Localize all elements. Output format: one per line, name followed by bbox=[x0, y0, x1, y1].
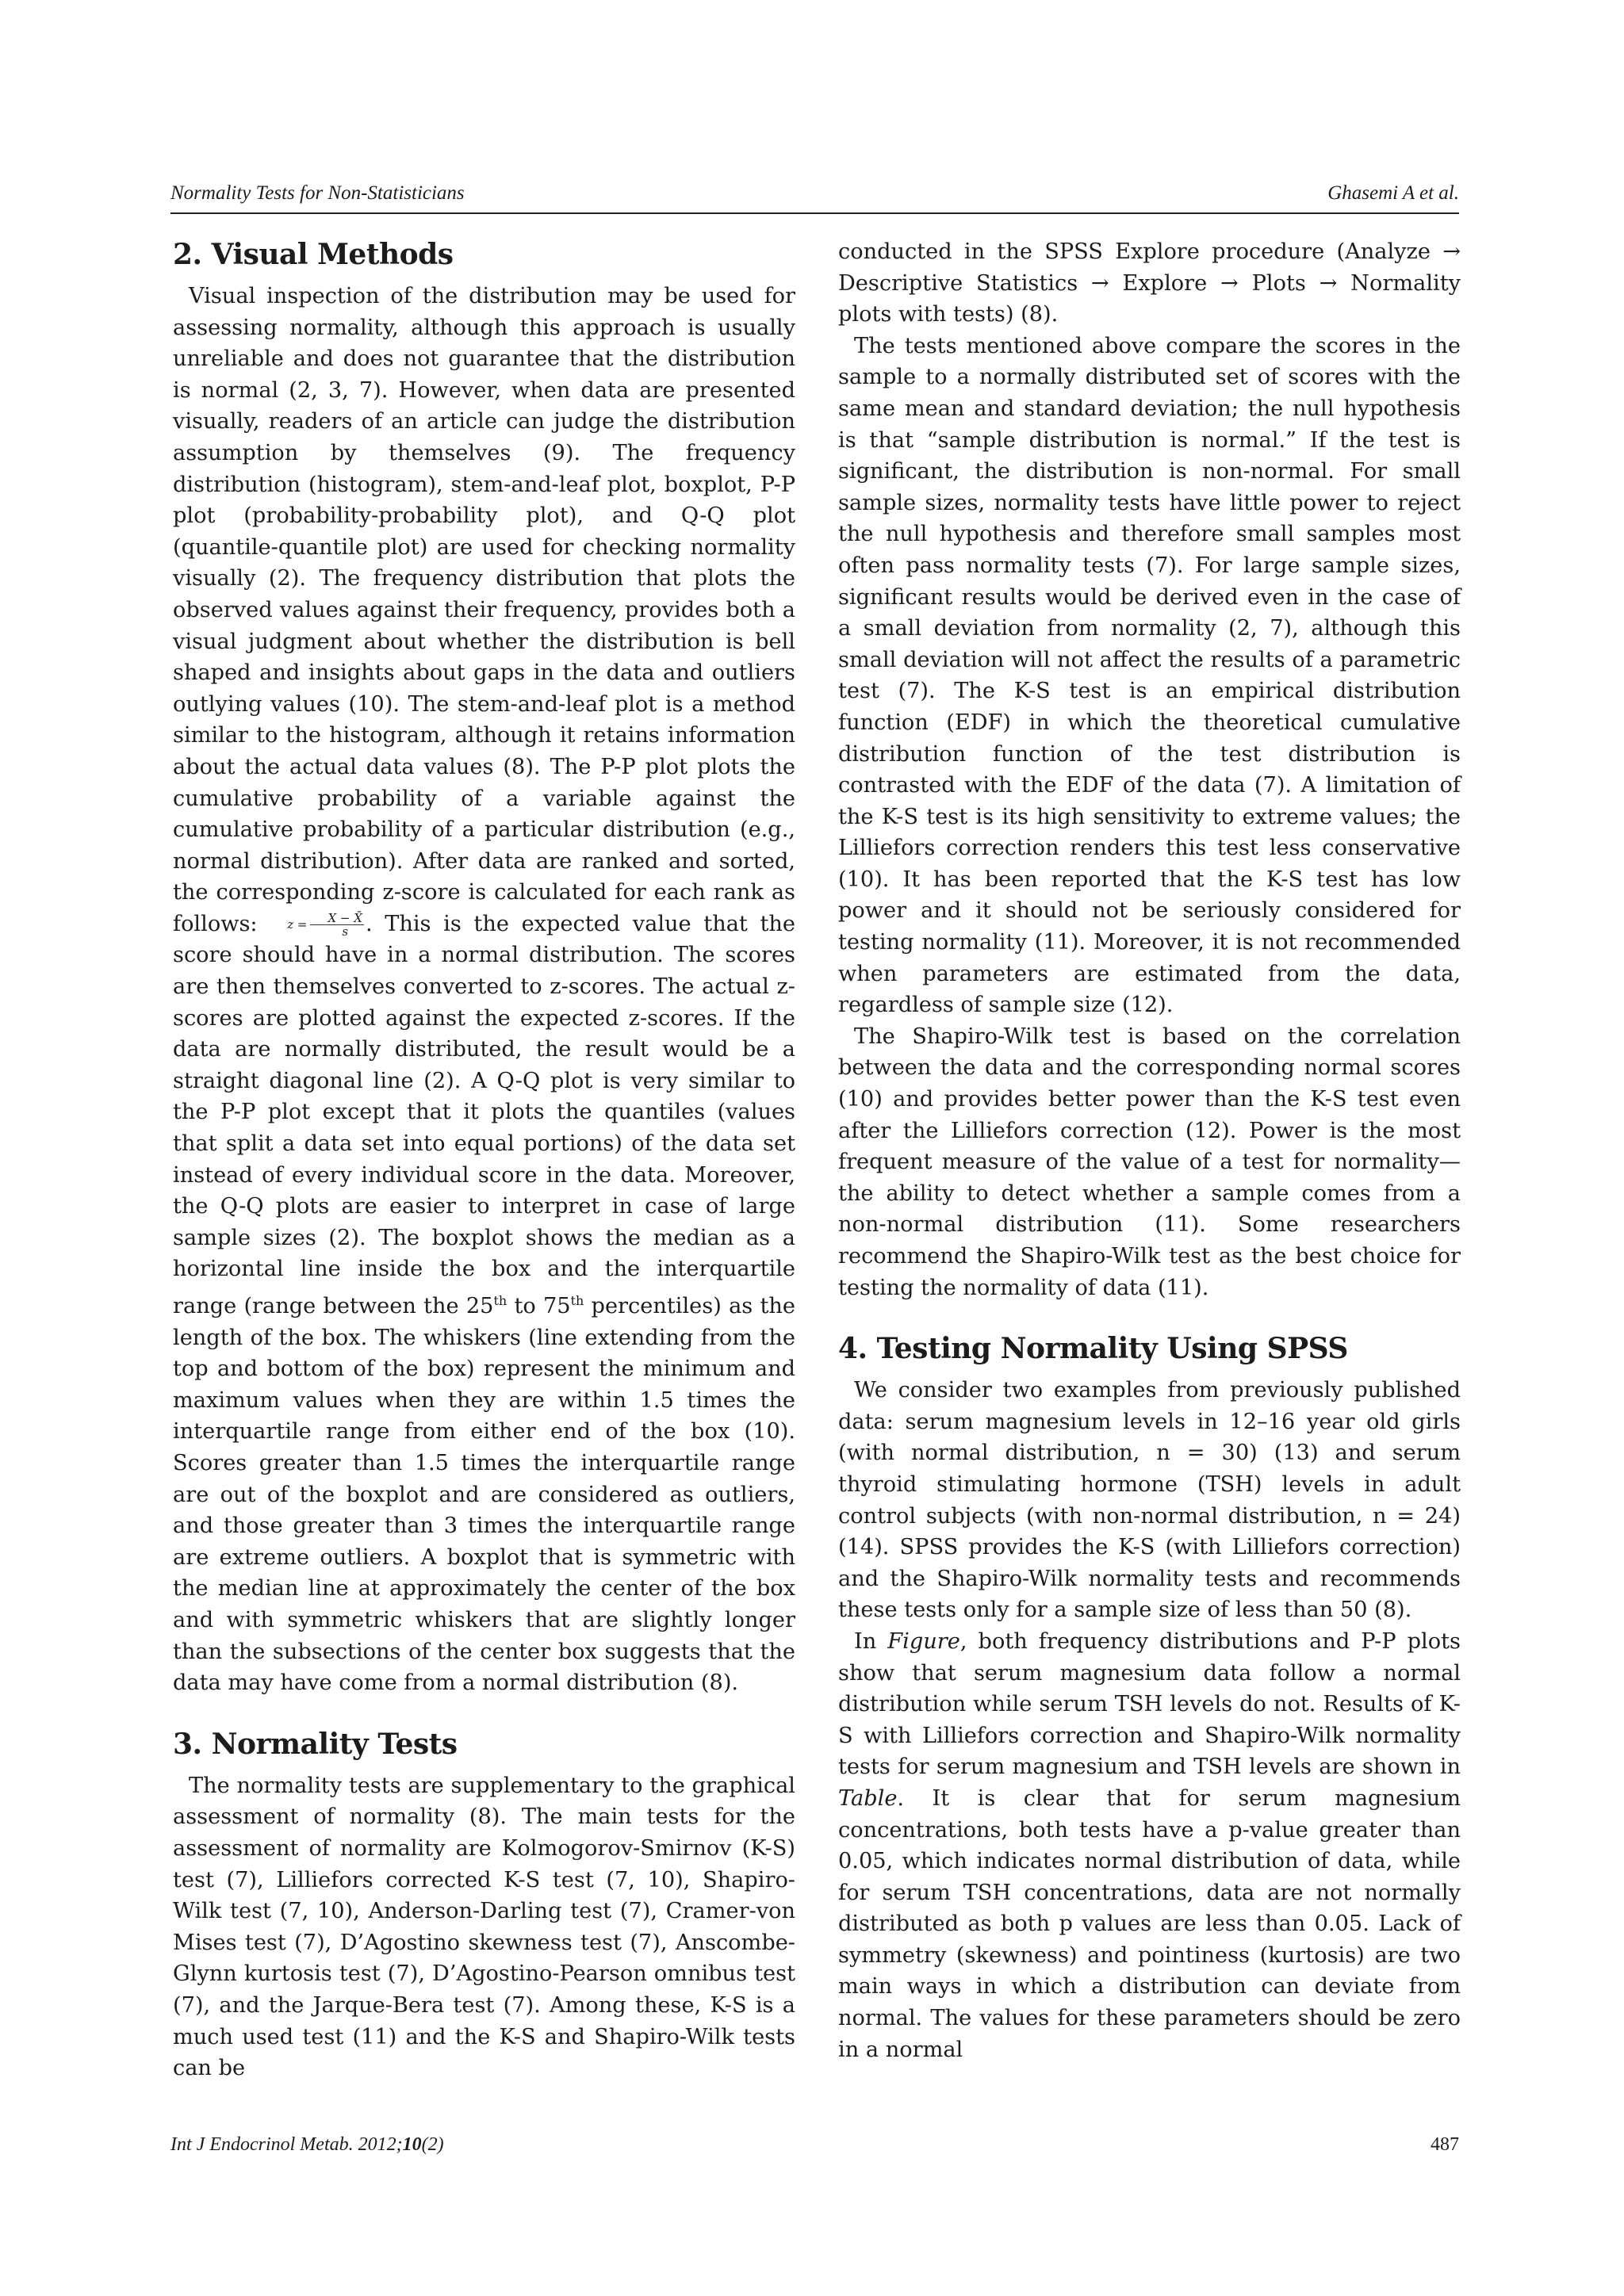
formula-lhs: z = bbox=[287, 917, 308, 932]
left-column bbox=[173, 236, 795, 2084]
figure-reference: Figure bbox=[887, 1628, 960, 1654]
header-authors: Ghasemi A et al. bbox=[1327, 182, 1459, 204]
journal-volume: 10 bbox=[402, 2134, 422, 2155]
section-3-paragraph-1-continued: conducted in the SPSS Explore procedure (Analyze → Descriptive Statistics → Explore → Plots → Normality plots with tests) (8). bbox=[838, 239, 1461, 327]
text-run: Visual inspection of the distribution may be used for assessing normality, although this approach is usually unreliable and does not guarantee that the distribution is normal (2, 3, 7). However, when data are presented visually, readers of an article can judge the distribution assumption by themselves (9). The frequency distribution (histogram), stem-and-leaf plot, boxplot, P-P plot (probability-probability plot), and Q-Q plot (quantile-quantile plot) are used for checking normality visually (2). The frequency distribution that plots the observed values against their frequency, provides both a visual judgment about whether the distribution is bell shaped and insights about gaps in the data and outliers outlying values (10). The stem-and-leaf plot is a method similar to the histogram, although it retains information about the actual data values (8). The P-P plot plots the cumulative probability of a variable against the cumulative probability of a particular distribution (e.g., normal distribution). After data are ranked and sorted, the corresponding z-score is calculated for each rank as follows: bbox=[173, 284, 795, 936]
text-run: , both frequency distributions and P-P plots show that serum magnesium data follow a normal distribution while serum TSH levels do not. Results of K-S with Lilliefors correction and Shapiro-Wilk normality tests for serum magnesium and TSH levels are shown in bbox=[838, 1628, 1461, 1780]
text-run: . It is clear that for serum magnesium concentrations, both tests have a p-value greater than 0.05, which indicates normal distribution of data, while for serum TSH concentrations, data are not normally distributed as both p values are less than 0.05. Lack of symmetry (skewness) and pointiness (kurtosis) are two main ways in which a distribution can deviate from normal. The values for these parameters should be zero in a normal bbox=[838, 1785, 1461, 2062]
section-3-paragraph-2: The tests mentioned above compare the scores in the sample to a normally distributed set of scores with the same mean and standard deviation; the null hypothesis is that “sample distribution is normal.” If the test is significant, the distribution is non-normal. For small sample sizes, normality tests have little power to reject the null hypothesis and therefore small samples most often pass normality tests (7). For large sample sizes, significant results would be derived even in the case of a small deviation from normality (2, 7), although this small deviation will not affect the results of a parametric test (7). The K-S test is an empirical distribution function (EDF) in which the theoretical cumulative distribution function of the test distribution is contrasted with the EDF of the data (7). A limitation of the K-S test is its high sensitivity to extreme values; the Lilliefors correction renders this test less conservative (10). It has been reported that the K-S test has low power and it should not be seriously considered for testing normality (11). Moreover, it is not recommended when parameters are estimated from the data, regardless of sample size (12). bbox=[838, 333, 1461, 1018]
journal-issue: (2) bbox=[421, 2134, 444, 2155]
page-number: 487 bbox=[1431, 2134, 1459, 2155]
right-column bbox=[838, 236, 1461, 2065]
table-reference: Table bbox=[838, 1785, 898, 1811]
text-run: percentiles) as the length of the box. The whiskers (line extending from the top and bottom of the box) represent the minimum and maximum values when they are within 1.5 times the interquartile range from either end of the box (10). Scores greater than 1.5 times the interquartile range are out of the boxplot and are considered as outliers, and those greater than 3 times the interquartile range are extreme outliers. A boxplot that is symmetric with the median line at approximately the center of the box and with symmetric whiskers that are slightly longer than the subsections of the center box suggests that the data may have come from a normal distribution (8). bbox=[173, 1294, 795, 1696]
section-3-heading: 3. Normality Tests bbox=[173, 1727, 458, 1761]
formula-denominator: s bbox=[342, 924, 349, 939]
section-2-paragraph bbox=[173, 281, 795, 1699]
journal-name: Int J Endocrinol Metab. 2012; bbox=[170, 2134, 403, 2155]
journal-citation bbox=[170, 2134, 444, 2156]
superscript: th bbox=[493, 1293, 508, 1308]
running-header bbox=[170, 181, 1459, 214]
text-run: to 75 bbox=[507, 1294, 571, 1319]
header-title: Normality Tests for Non-Statisticians bbox=[170, 182, 465, 204]
section-2-heading: 2. Visual Methods bbox=[173, 238, 454, 271]
section-4-heading: 4. Testing Normality Using SPSS bbox=[838, 1332, 1348, 1366]
formula-numerator: X − X̄ bbox=[310, 912, 363, 925]
superscript: th bbox=[570, 1293, 584, 1308]
formula-fraction bbox=[310, 912, 363, 938]
section-3-paragraph-1: The normality tests are supplementary to the graphical assessment of normality (8). The main tests for the assessment of normality are Kolmogorov-Smirnov (K-S) test (7), Lilliefors corrected K-S test (7, 10), Shapiro-Wilk test (7, 10), Anderson-Darling test (7), Cramer-von Mises test (7), D’Agostino skewness test (7), Anscombe-Glynn kurtosis test (7), D’Agostino-Pearson omnibus test (7), and the Jarque-Bera test (7). Among these, K-S is a much used test (11) and the K-S and Shapiro-Wilk tests can be bbox=[173, 1773, 795, 2081]
text-run: . This is the expected value that the score should have in a normal distribution. The scores are then themselves converted to z-scores. The actual z-scores are plotted against the expected z-scores. If the data are normally distributed, the result would be a straight diagonal line (2). A Q-Q plot is very similar to the P-P plot except that it plots the quantiles (values that split a data set into equal portions) of the data set instead of every individual score in the data. Moreover, the Q-Q plots are easier to interpret in case of large sample sizes (2). The boxplot shows the median as a horizontal line inside the box and the interquartile range (range between the 25 bbox=[173, 911, 796, 1319]
text-run: In bbox=[854, 1628, 888, 1654]
page-footer bbox=[170, 2134, 1459, 2158]
section-4-paragraph-1: We consider two examples from previously published data: serum magnesium levels in 12–16 year old girls (with normal distribution, n = 30) (13) and serum thyroid stimulating hormone (TSH) levels in adult control subjects (with non-normal distribution, n = 24) (14). SPSS provides the K-S (with Lilliefors correction) and the Shapiro-Wilk normality tests and recommends these tests only for a sample size of less than 50 (8). bbox=[838, 1378, 1461, 1623]
z-score-formula bbox=[270, 910, 366, 939]
section-3-paragraph-3: The Shapiro-Wilk test is based on the correlation between the data and the corresponding normal scores (10) and provides better power than the K-S test even after the Lilliefors correction (12). Power is the most frequent measure of the value of a test for normality—the ability to detect whether a sample comes from a non-normal distribution (11). Some researchers recommend the Shapiro-Wilk test as the best choice for testing the normality of data (11). bbox=[838, 1024, 1461, 1300]
section-4-paragraph-2 bbox=[838, 1626, 1461, 2065]
